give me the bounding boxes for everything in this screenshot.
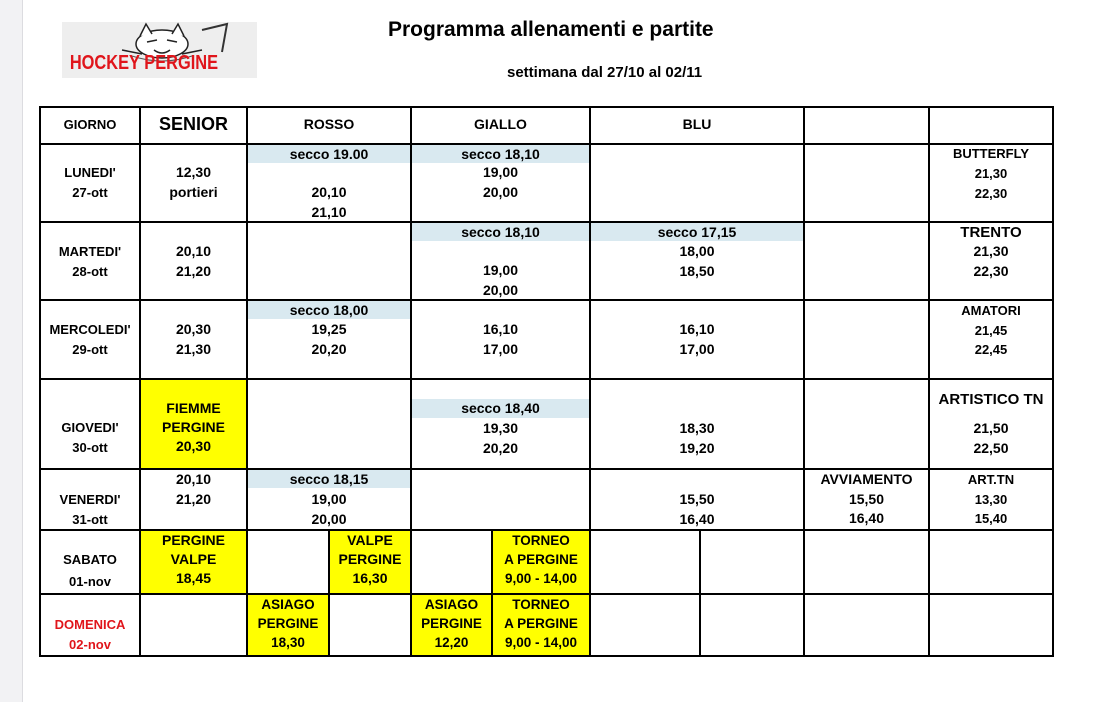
rosso-venerdi: 19,00 20,00: [311, 491, 347, 527]
logo-text: HOCKEY PERGINE: [69, 52, 219, 74]
giallo-giovedi: 19,30 20,20: [482, 420, 519, 456]
giallo-match-domenica-b: TORNEO A PERGINE 9,00 - 14,00: [493, 595, 589, 655]
hockey-pergine-logo: [62, 22, 257, 78]
header-blu: BLU: [682, 116, 712, 132]
blu-mercoledi: 16,10 17,00: [679, 321, 715, 357]
senior-mercoledi: 20,30 21,30: [175, 321, 212, 357]
day-mercoledi: MERCOLEDI' 29-ott: [49, 322, 131, 357]
giallo-martedi: 19,00 20,00: [482, 262, 519, 298]
extra-title-giovedi: ARTISTICO TN: [938, 391, 1044, 408]
extra-mercoledi: AMATORI 21,45 22,45: [961, 303, 1021, 357]
giallo-match-sabato: TORNEO A PERGINE 9,00 - 14,00: [493, 531, 589, 593]
giallo-lunedi: 19,00 20,00: [482, 164, 519, 200]
senior-venerdi: 20,10 21,20: [175, 471, 212, 507]
extra-giovedi: 21,50 22,50: [973, 420, 1009, 456]
blu-secco-martedi: secco 17,15: [591, 223, 803, 241]
giallo-match-domenica-a: ASIAGO PERGINE 12,20: [412, 595, 491, 655]
header-giorno: GIORNO: [63, 117, 117, 132]
header-rosso: ROSSO: [303, 116, 355, 132]
header-giallo: GIALLO: [474, 116, 527, 132]
blu-venerdi: 15,50 16,40: [679, 491, 715, 527]
rosso-lunedi: 20,10 21,10: [311, 184, 347, 220]
blu-giovedi: 18,30 19,20: [679, 420, 715, 456]
senior-match-giovedi: FIEMME PERGINE 20,30: [141, 380, 246, 468]
header-senior: SENIOR: [158, 114, 228, 134]
extra-lunedi: BUTTERFLY 21,30 22,30: [952, 146, 1030, 201]
senior-match-sabato: PERGINE VALPE 18,45: [141, 531, 246, 593]
avviamento-venerdi: AVVIAMENTO 15,50 16,40: [820, 471, 913, 526]
day-sabato: SABATO 01-nov: [63, 552, 117, 589]
page-title: Programma allenamenti e partite: [388, 18, 714, 41]
giallo-secco-giovedi: secco 18,40: [412, 399, 589, 418]
rosso-mercoledi: 19,25 20,20: [311, 321, 347, 357]
rosso-match-sabato: VALPE PERGINE 16,30: [330, 531, 410, 593]
day-martedi: MARTEDI' 28-ott: [58, 244, 122, 279]
day-lunedi: LUNEDI' 27-ott: [64, 165, 116, 200]
day-venerdi: VENERDI' 31-ott: [59, 492, 121, 527]
day-giovedi: GIOVEDI' 30-ott: [61, 420, 119, 455]
extra-title-martedi: TRENTO: [960, 224, 1022, 241]
rosso-secco-venerdi: secco 18,15: [248, 470, 410, 488]
giallo-mercoledi: 16,10 17,00: [482, 321, 519, 357]
week-subtitle: settimana dal 27/10 al 02/11: [507, 64, 703, 81]
rosso-match-domenica: ASIAGO PERGINE 18,30: [248, 595, 328, 655]
rosso-secco-mercoledi: secco 18,00: [248, 301, 410, 319]
senior-lunedi: 12,30 portieri: [169, 164, 218, 200]
giallo-secco-lunedi: secco 18,10: [412, 145, 589, 163]
extra-venerdi: ART.TN 13,30 15,40: [967, 472, 1015, 526]
blu-martedi: 18,00 18,50: [679, 243, 715, 279]
senior-martedi: 20,10 21,20: [175, 243, 212, 279]
giallo-secco-martedi: secco 18,10: [412, 223, 589, 241]
extra-martedi: 21,30 22,30: [973, 243, 1009, 279]
day-domenica: DOMENICA 02-nov: [54, 617, 126, 652]
rosso-secco-lunedi: secco 19.00: [248, 145, 410, 163]
